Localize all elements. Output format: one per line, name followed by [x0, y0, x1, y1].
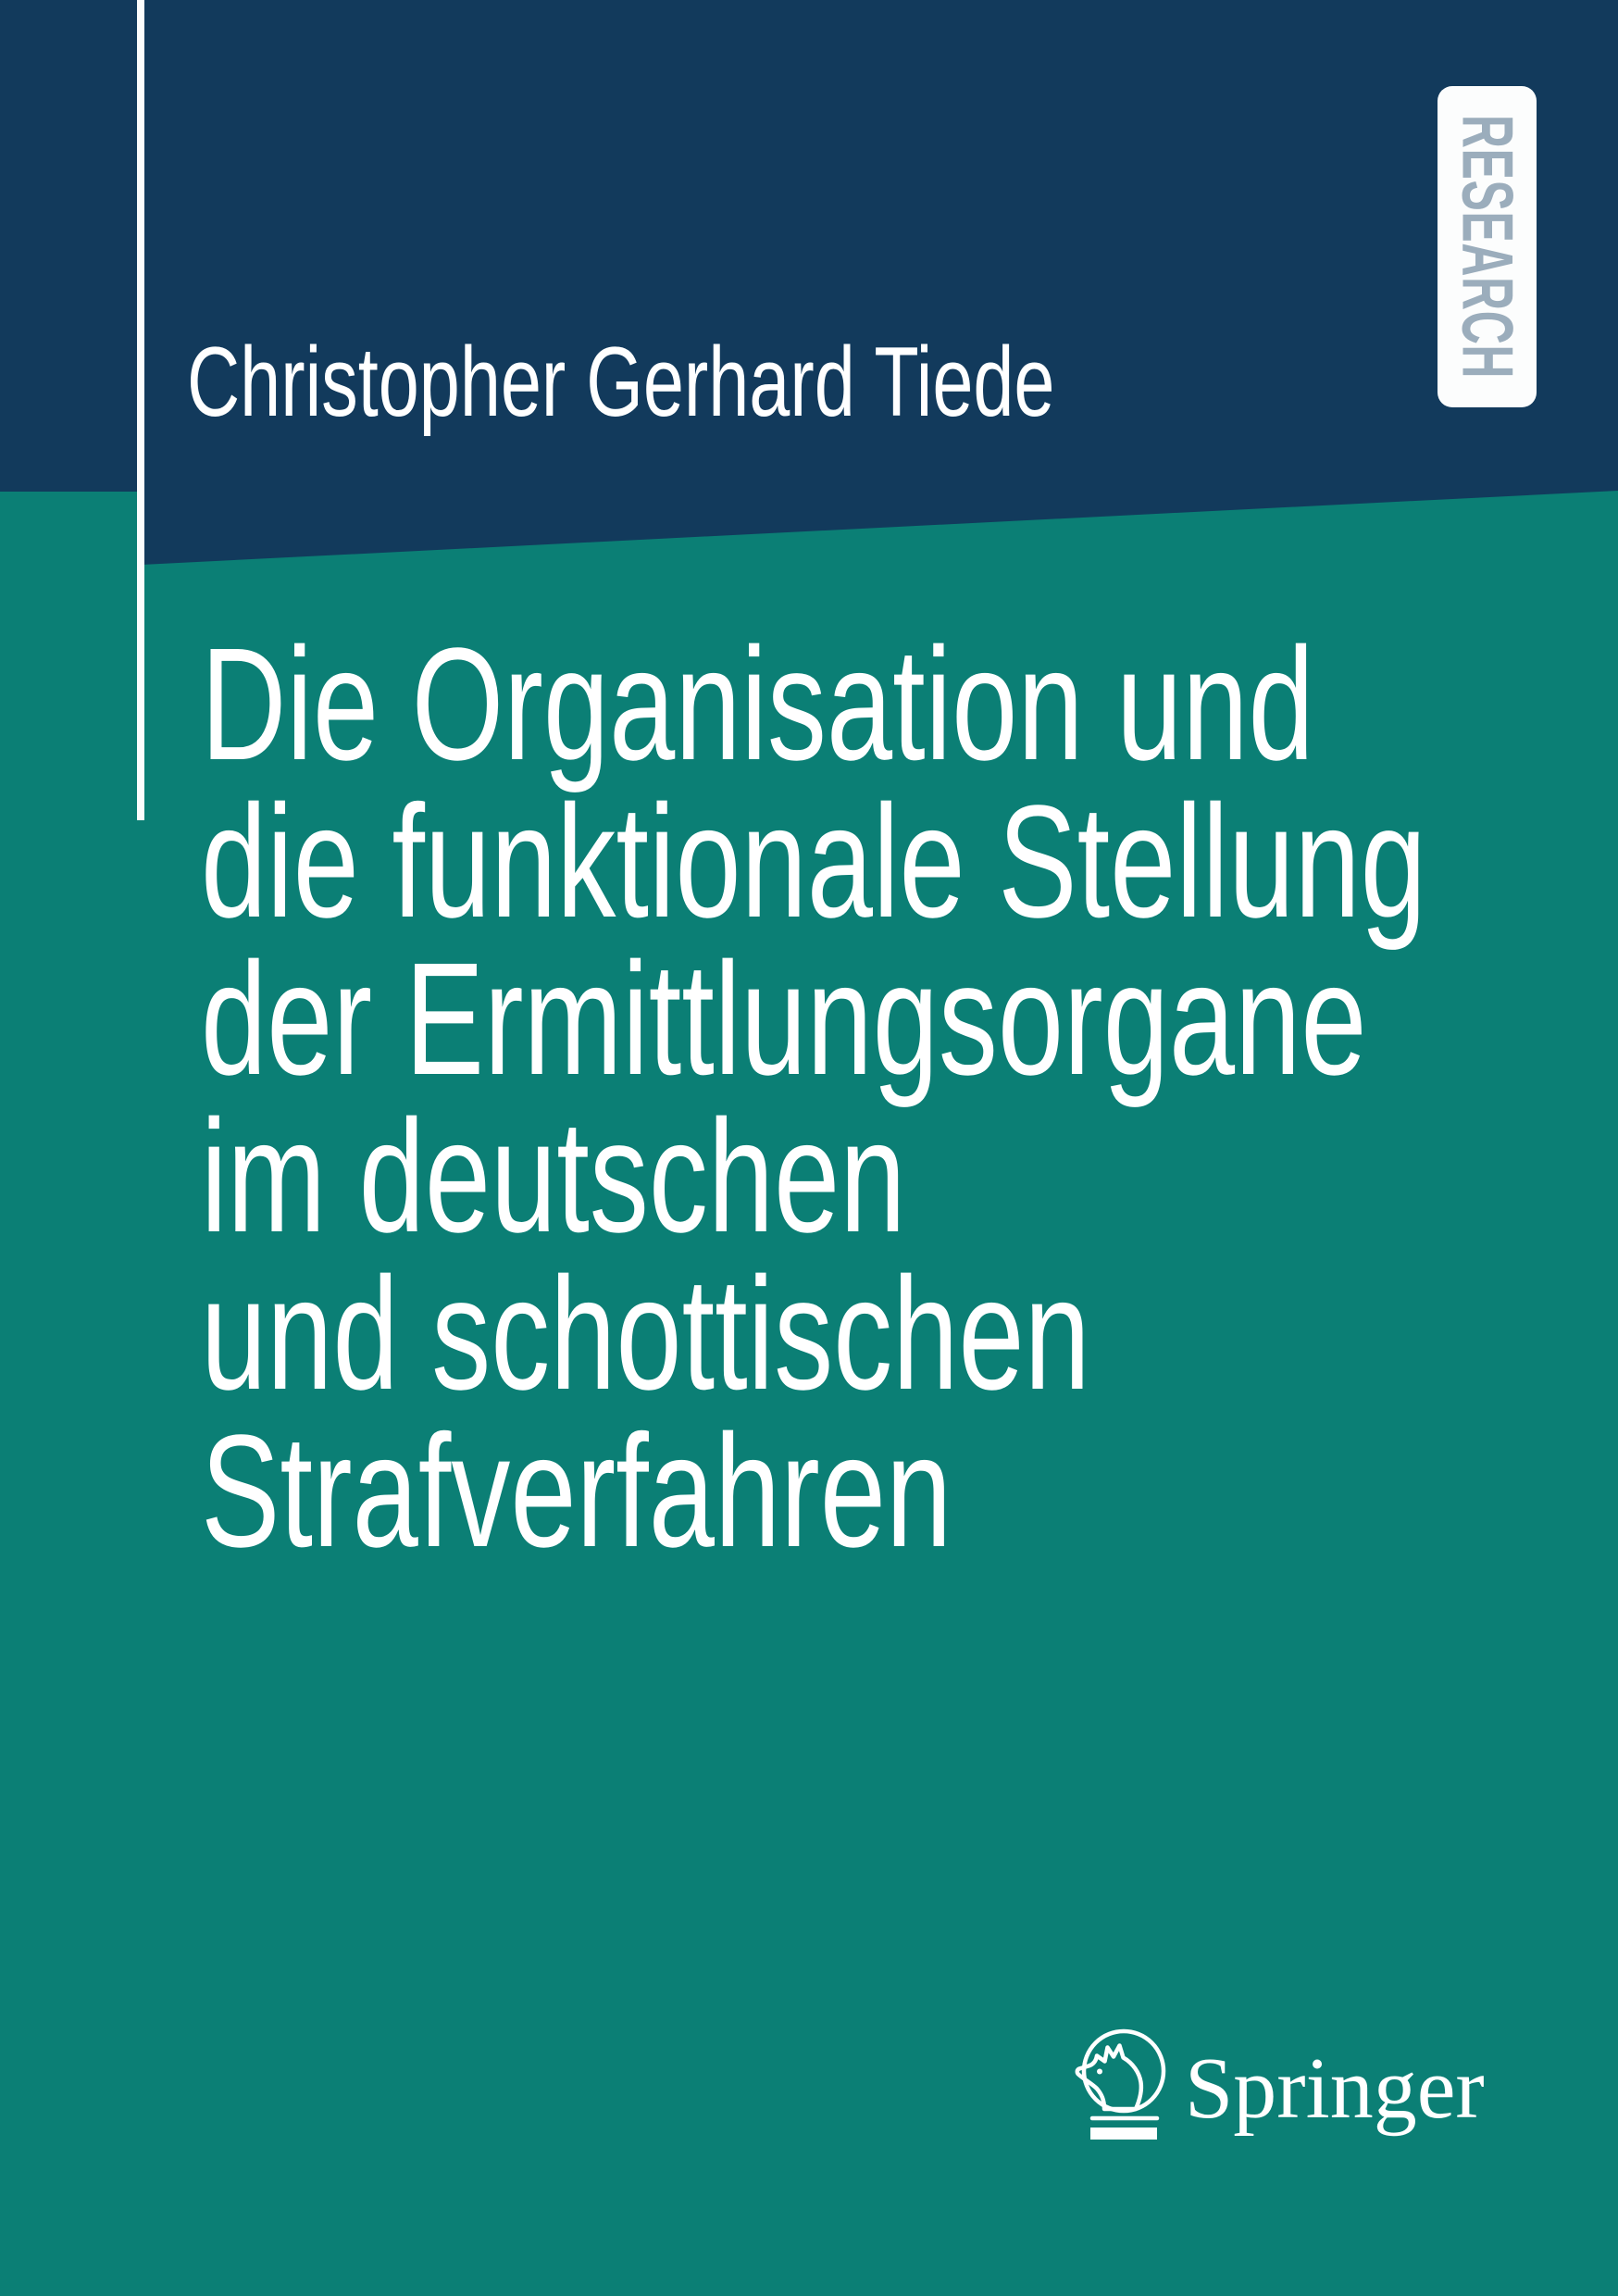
title-line-2: die funktionale Stellung: [201, 771, 1426, 951]
springer-horse-icon: [1071, 2026, 1167, 2146]
publisher-name: Springer: [1185, 2040, 1485, 2137]
title-line-3: der Ermittlungsorgane: [201, 929, 1367, 1108]
horse-eye: [1097, 2069, 1102, 2075]
title-line-5: und schottischen: [201, 1243, 1090, 1423]
book-title: [201, 614, 1426, 1580]
title-line-1: Die Organisation und: [201, 614, 1314, 793]
vertical-rule: [137, 0, 144, 820]
title-line-4: im deutschen: [201, 1086, 906, 1266]
title-line-6: Strafverfahren: [201, 1401, 952, 1580]
author-name: Christopher Gerhard Tiede: [187, 326, 1055, 437]
research-series-label: RESEARCH: [1447, 114, 1529, 380]
research-series-badge: [1438, 86, 1537, 407]
